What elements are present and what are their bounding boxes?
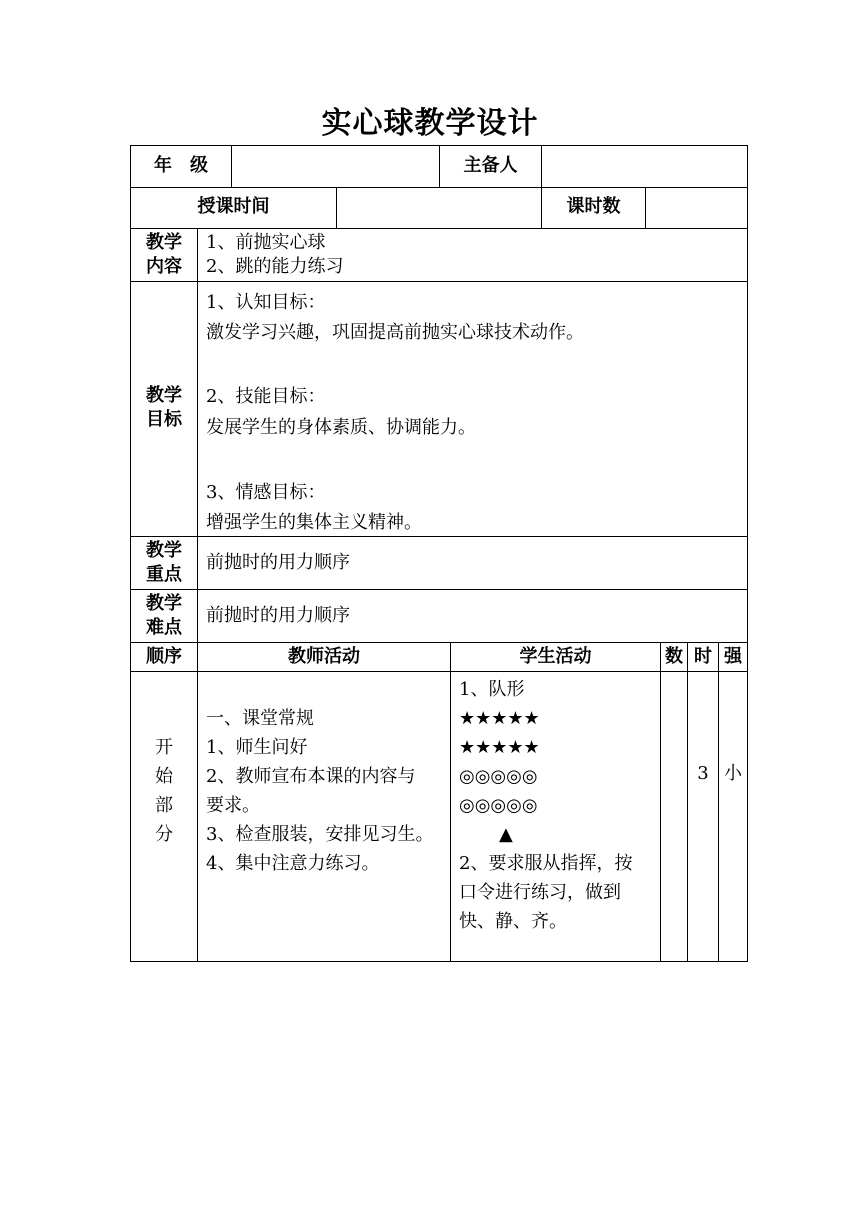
col-divider (450, 642, 451, 962)
col-divider (660, 642, 661, 962)
header-order: 顺序 (146, 646, 182, 667)
col-divider (645, 187, 646, 228)
student-line: 快、静、齐。 (459, 911, 567, 932)
teacher-line: 要求。 (206, 795, 260, 816)
col-divider (541, 145, 542, 187)
goal-2-title: 2、技能目标： (206, 386, 326, 407)
row-divider (130, 281, 748, 282)
student-line: 2、要求服从指挥，按 (459, 853, 633, 874)
teacher-line: 1、师生问好 (206, 737, 308, 758)
goal-2-text: 发展学生的身体素质、协调能力。 (206, 417, 476, 438)
student-line: 1、队形 (459, 679, 525, 700)
goal-1-text: 激发学习兴趣，巩固提高前抛实心球技术动作。 (206, 322, 584, 343)
student-activity (459, 675, 659, 936)
document-title: 实心球教学设计 (321, 106, 539, 141)
formation-circles-row: ◎◎◎◎◎ (459, 766, 538, 787)
hours-label: 课时数 (566, 196, 621, 217)
row-divider (130, 671, 748, 672)
formation-circles-row: ◎◎◎◎◎ (459, 795, 538, 816)
header-teacher-activity: 教师活动 (288, 646, 360, 667)
row-divider (130, 589, 748, 590)
key-point-label: 教学 重点 (146, 540, 182, 585)
goal-3-title: 3、情感目标： (206, 482, 326, 503)
content-items (206, 231, 736, 279)
header-student-activity: 学生活动 (519, 646, 592, 667)
content-item: 1、前抛实心球 (206, 232, 326, 253)
formation-stars-row: ★★★★★ (459, 708, 540, 729)
difficulty-label: 教学 难点 (146, 593, 182, 638)
preparer-label: 主备人 (463, 155, 518, 176)
time-label: 授课时间 (197, 196, 270, 217)
content-label: 教学 内容 (146, 232, 182, 277)
goal-3-text: 增强学生的集体主义精神。 (206, 512, 422, 533)
part-label: 开 始 部 分 (155, 737, 173, 845)
header-count: 数 (665, 646, 683, 667)
col-divider (197, 228, 198, 962)
teacher-activity (206, 704, 450, 878)
key-point-text: 前抛时的用力顺序 (206, 552, 350, 573)
grade-label: 年 级 (154, 155, 208, 176)
header-time: 时 (694, 646, 712, 667)
content-item: 2、跳的能力练习 (206, 256, 344, 277)
col-divider (687, 642, 688, 962)
col-divider (231, 145, 232, 187)
col-divider (718, 642, 719, 962)
col-divider (336, 187, 337, 228)
part1-intensity: 小 (724, 763, 742, 784)
teacher-line: 3、检查服装，安排见习生。 (206, 824, 434, 845)
row-divider (130, 642, 748, 643)
teacher-line: 一、课堂常规 (206, 708, 314, 729)
student-line: 口令进行练习，做到 (459, 882, 621, 903)
teacher-line: 2、教师宣布本课的内容与 (206, 766, 416, 787)
goal-1-title: 1、认知目标： (206, 292, 326, 313)
formation-stars-row: ★★★★★ (459, 737, 540, 758)
part1-time: 3 (697, 763, 709, 784)
row-divider (130, 187, 748, 188)
header-intensity: 强 (724, 646, 742, 667)
teacher-triangle-icon: ▲ (499, 824, 513, 845)
teacher-line: 4、集中注意力练习。 (206, 853, 380, 874)
goals-label: 教学 目标 (146, 385, 182, 430)
row-divider (130, 536, 748, 537)
row-divider (130, 228, 748, 229)
difficulty-text: 前抛时的用力顺序 (206, 605, 350, 626)
